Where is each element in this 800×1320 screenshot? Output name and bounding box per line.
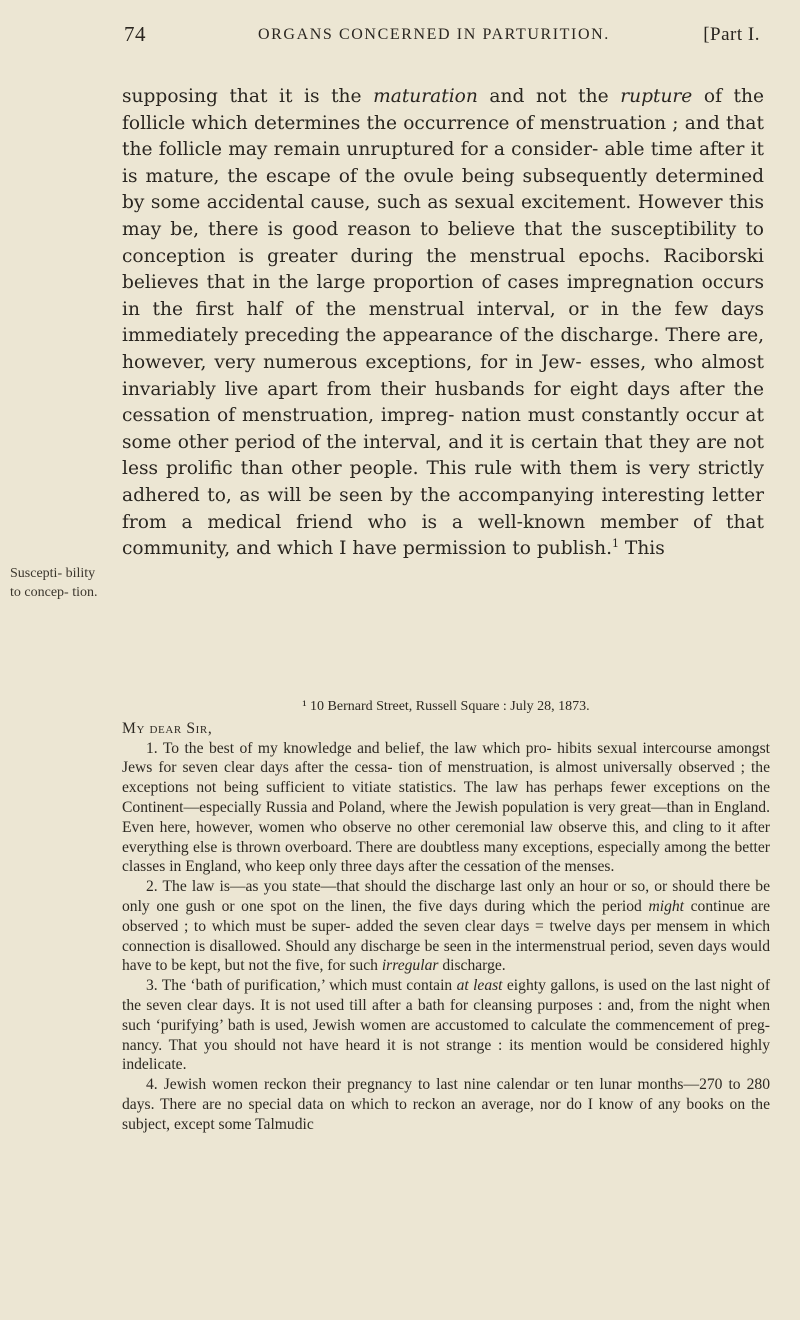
letter-salutation: My dear Sir, bbox=[122, 719, 213, 737]
running-title: ORGANS CONCERNED IN PARTURITION. bbox=[258, 26, 610, 43]
footnote-reference: 1 bbox=[612, 536, 620, 550]
letter-item-3: 3. The ‘bath of purification,’ which must contain at least eighty gallons, is used on the last night of the seven clear days. It is not used till after a bath for cleansing purposes : and, from the night when such ‘purifying’ bath is used, Jewish women are accustomed to calculate the commencement of preg- nancy. That you should not have heard it is not strange : its mention would be considered highly indelicate. bbox=[122, 977, 771, 1074]
part-label: [Part I. bbox=[703, 24, 760, 45]
letter-address: ¹ 10 Bernard Street, Russell Square : July 28, 1873. bbox=[302, 699, 590, 714]
body-text bbox=[122, 84, 764, 563]
body-paragraph: supposing that it is the maturation and not the rupture of the follicle which determines the occurrence of menstruation ; and that the follicle may remain unruptured for a consider- able time after it is mature, the escape of the ovule being subsequently determined by some accidental cause, such as sexual excitement. However this may be, there is good reason to believe that the susceptibility to conception is greater during the menstrual epochs. Raciborski believes that in the large proportion of cases impregnation occurs in the first half of the menstrual interval, or in the few days immediately preceding the appearance of the discharge. There are, however, very numerous exceptions, for in Jew- esses, who almost invariably live apart from their husbands for eight days after the cessation of menstruation, impreg- nation must constantly occur at some other period of the interval, and it is certain that they are not less prolific than other people. This rule with them is very strictly adhered to, as will be seen by the accompanying interesting letter from a medical friend who is a well-known member of that community, and which I have permission to publish.$^1$ This bbox=[122, 86, 764, 560]
running-head bbox=[118, 22, 778, 50]
page-number: 74 bbox=[124, 22, 146, 46]
letter-item-1: 1. To the best of my knowledge and belief, the law which pro- hibits sexual intercourse amongst Jews for seven clear days after the cessa- tion of menstruation, is almost universally observed ; the exceptions not being sufficient to vitiate statistics. The law has perhaps fewer exceptions on the Continent—especially Russia and Poland, where the Jewish population is very great—than in England. Even here, however, women who observe no other ceremonial law observe this, and cling to it after everything else is thrown overboard. There are doubtless many exceptions, especially among the better classes in England, who keep only three days after the cessation of the menses. bbox=[122, 739, 770, 876]
letter-item-2: 2. The law is—as you state—that should the discharge last only an hour or so, or should there be only one gush or one spot on the linen, the five days during which the period might continue are observed ; to which must be super- added the seven clear days = twelve days per mensem in which connection is disallowed. Should any discharge be seen in the intermenstrual period, seven days would have to be kept, but not the five, for such irregular discharge. bbox=[122, 878, 770, 975]
letter-item-4: 4. Jewish women reckon their pregnancy to last nine calendar or ten lunar months—270 to 280 days. There are no special data on which to reckon an average, nor do I know of any books on the subject, except some Talmudic bbox=[122, 1076, 770, 1133]
margin-note: Suscepti- bility to concep- tion. bbox=[10, 566, 98, 600]
footnote bbox=[122, 697, 770, 1135]
